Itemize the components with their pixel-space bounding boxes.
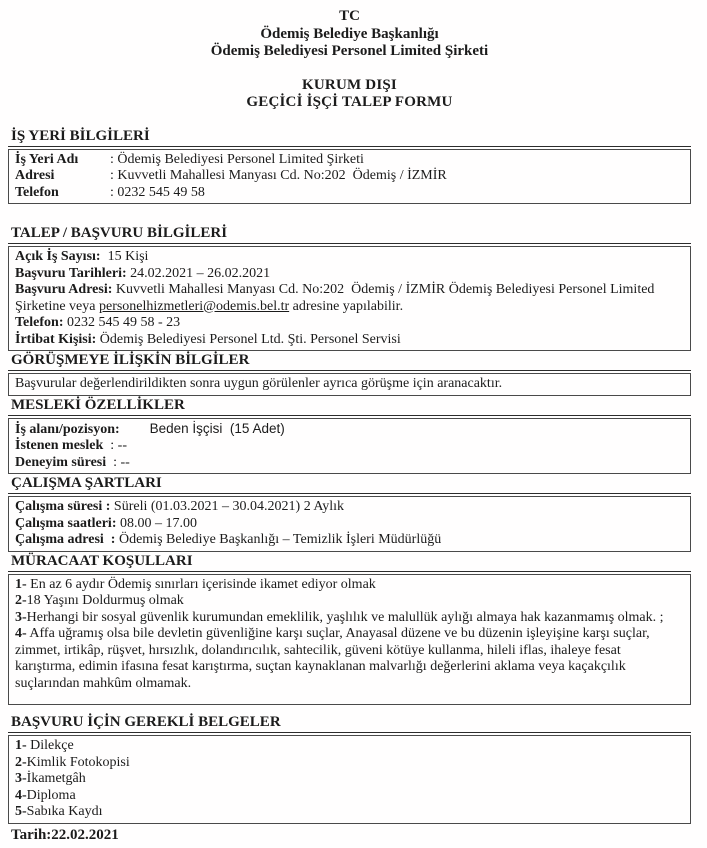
talep-address-text1: Kuvvetli Mahallesi Manyası Cd. No:202 Ödemiş / İZMİR Ödemiş Belediyesi Personel Limited Şirketine veya <box>15 282 658 314</box>
calisma-hours-label: Çalışma saatleri: <box>15 515 117 531</box>
isyeri-address-label: Adresi <box>15 168 55 183</box>
form-date: Tarih:22.02.2021 <box>11 826 119 843</box>
talep-address-label: Başvuru Adresi: <box>15 282 113 297</box>
belgeler-item-1-text: Dilekçe <box>26 738 74 753</box>
belgeler-item-1 <box>15 738 684 755</box>
muracaat-item-3 <box>15 610 684 627</box>
talep-contact-label: İrtibat Kişisi: <box>15 331 97 347</box>
form-title-line1: KURUM DIŞI <box>302 76 397 93</box>
muracaat-item-1 <box>15 577 684 594</box>
belgeler-item-5 <box>15 804 684 821</box>
muracaat-item-2-number: 2- <box>15 593 27 608</box>
isyeri-row-address <box>15 168 684 185</box>
section-talep-title: TALEP / BAŞVURU BİLGİLERİ <box>8 224 691 244</box>
belgeler-item-2 <box>15 755 684 772</box>
muracaat-item-1-number: 1- <box>15 576 27 592</box>
isyeri-row-phone <box>15 185 684 202</box>
gorusme-text: Başvurular değerlendirildikten sonra uygun görülenler ayrıca görüşme için aranacaktır. <box>15 376 503 391</box>
belgeler-item-4-text: Diploma <box>26 787 76 803</box>
talep-contact-person <box>15 332 684 349</box>
muracaat-item-2-text: 18 Yaşını Doldurmuş olmak <box>26 593 184 608</box>
section-isyeri-title: İŞ YERİ BİLGİLERİ <box>8 127 691 147</box>
section-mesleki-box <box>8 418 691 475</box>
isyeri-address-value: : Kuvvetli Mahallesi Manyası Cd. No:202 Ödemiş / İZMİR <box>110 168 447 183</box>
belgeler-item-1-number: 1- <box>15 738 27 753</box>
mesleki-position-value: Beden İşçisi (15 Adet) <box>149 420 285 436</box>
letterhead-org-line1: Ödemiş Belediye Başkanlığı <box>260 25 439 42</box>
section-calisma <box>8 474 691 552</box>
section-isyeri <box>8 127 691 205</box>
belgeler-item-3-text: İkametgâh <box>26 771 86 786</box>
section-belgeler-box <box>8 735 691 824</box>
isyeri-row-name <box>15 152 684 169</box>
mesleki-position-label: İş alanı/pozisyon: <box>15 421 120 437</box>
mesleki-profession-label: İstenen meslek <box>15 438 104 453</box>
talep-email-link: personelhizmetleri@odemis.bel.tr <box>98 298 290 314</box>
calisma-duration-value: Süreli (01.03.2021 – 30.04.2021) 2 Aylık <box>110 499 345 514</box>
talep-dates-value: 24.02.2021 – 26.02.2021 <box>126 265 271 281</box>
section-muracaat-box <box>8 574 691 706</box>
section-belgeler-title: BAŞVURU İÇİN GEREKLİ BELGELER <box>8 713 691 733</box>
mesleki-position <box>15 421 684 439</box>
section-talep-box <box>8 246 691 351</box>
calisma-address-value: Ödemiş Belediye Başkanlığı – Temizlik İşleri Müdürlüğü <box>115 532 442 547</box>
section-gorusme-title: GÖRÜŞMEYE İLİŞKİN BİLGİLER <box>8 351 691 371</box>
calisma-hours-value: 08.00 – 17.00 <box>116 515 197 531</box>
belgeler-item-2-number: 2- <box>15 754 27 770</box>
belgeler-item-2-text: Kimlik Fotokopisi <box>26 754 130 770</box>
muracaat-item-4-number: 4- <box>15 626 27 641</box>
section-muracaat <box>8 552 691 706</box>
belgeler-item-4 <box>15 788 684 805</box>
mesleki-experience <box>15 455 684 472</box>
letterhead-tc: TC <box>339 8 360 24</box>
talep-address-text2: adresine yapılabilir. <box>289 298 404 314</box>
section-gorusme <box>8 351 691 396</box>
talep-phone-value: 0232 545 49 58 - 23 <box>63 315 181 330</box>
section-muracaat-title: MÜRACAAT KOŞULLARI <box>8 552 691 572</box>
section-calisma-title: ÇALIŞMA ŞARTLARI <box>8 474 691 494</box>
belgeler-item-4-number: 4- <box>15 787 27 803</box>
isyeri-phone-value: : 0232 545 49 58 <box>110 184 205 200</box>
muracaat-item-4-text: Affa uğramış olsa bile devletin güvenliğine karşı suçlar, Anayasal düzene ve bu düzenin işleyişine karşı suçlar, zimmet, irtikâp, rüşvet, hırsızlık, dolandırıcılık, sahtecilik, güveni kötüye kullanma, hileli iflas, ihaleye fesat karıştırma, edimin ifasına fesat karıştırma, suçtan kaynaklanan malvarlığı değerlerini aklama veya kaçakçılık suçlarından mahkûm olmamak. <box>15 626 654 691</box>
section-talep <box>8 224 691 351</box>
section-isyeri-box <box>8 149 691 205</box>
section-mesleki <box>8 396 691 475</box>
talep-phone <box>15 315 684 332</box>
letterhead <box>8 8 691 61</box>
muracaat-item-2 <box>15 593 684 610</box>
isyeri-name-value: : Ödemiş Belediyesi Personel Limited Şirketi <box>110 151 364 167</box>
belgeler-item-3-number: 3- <box>15 771 27 786</box>
talep-open-positions-label: Açık İş Sayısı: <box>15 249 101 264</box>
talep-application-address <box>15 282 684 315</box>
mesleki-experience-label: Deneyim süresi <box>15 454 107 470</box>
section-calisma-box <box>8 496 691 552</box>
calisma-hours <box>15 516 684 533</box>
talep-dates-label: Başvuru Tarihleri: <box>15 265 127 281</box>
mesleki-experience-value: : -- <box>106 454 130 470</box>
mesleki-profession <box>15 438 684 455</box>
belgeler-item-3 <box>15 771 684 788</box>
talep-open-positions <box>15 249 684 266</box>
calisma-address <box>15 532 684 549</box>
talep-dates <box>15 266 684 283</box>
form-title-line2: GEÇİCİ İŞÇİ TALEP FORMU <box>246 94 453 110</box>
muracaat-item-4 <box>15 626 684 692</box>
letterhead-org-line2: Ödemiş Belediyesi Personel Limited Şirketi <box>210 43 489 59</box>
calisma-duration-label: Çalışma süresi : <box>15 499 111 514</box>
section-mesleki-title: MESLEKİ ÖZELLİKLER <box>8 396 691 416</box>
talep-contact-value: Ödemiş Belediyesi Personel Ltd. Şti. Personel Servisi <box>96 331 401 347</box>
mesleki-profession-value: : -- <box>103 438 127 453</box>
section-belgeler <box>8 713 691 824</box>
section-gorusme-box <box>8 373 691 396</box>
talep-phone-label: Telefon: <box>15 315 64 330</box>
belgeler-item-5-text: Sabıka Kaydı <box>26 804 103 819</box>
muracaat-item-3-text: Herhangi bir sosyal güvenlik kurumundan emeklilik, yaşlılık ve malullük aylığı almaya hak kazanmamış olmak. ; <box>26 609 664 625</box>
muracaat-item-3-number: 3- <box>15 609 27 625</box>
form-title <box>8 77 691 112</box>
isyeri-phone-label: Telefon <box>15 184 59 200</box>
calisma-duration <box>15 499 684 516</box>
calisma-address-label: Çalışma adresi : <box>15 532 116 547</box>
muracaat-item-1-text: En az 6 aydır Ödemiş sınırları içerisinde ikamet ediyor olmak <box>26 576 376 592</box>
isyeri-name-label: İş Yeri Adı <box>15 151 79 167</box>
talep-open-positions-value: 15 Kişi <box>100 249 149 264</box>
belgeler-item-5-number: 5- <box>15 804 27 819</box>
